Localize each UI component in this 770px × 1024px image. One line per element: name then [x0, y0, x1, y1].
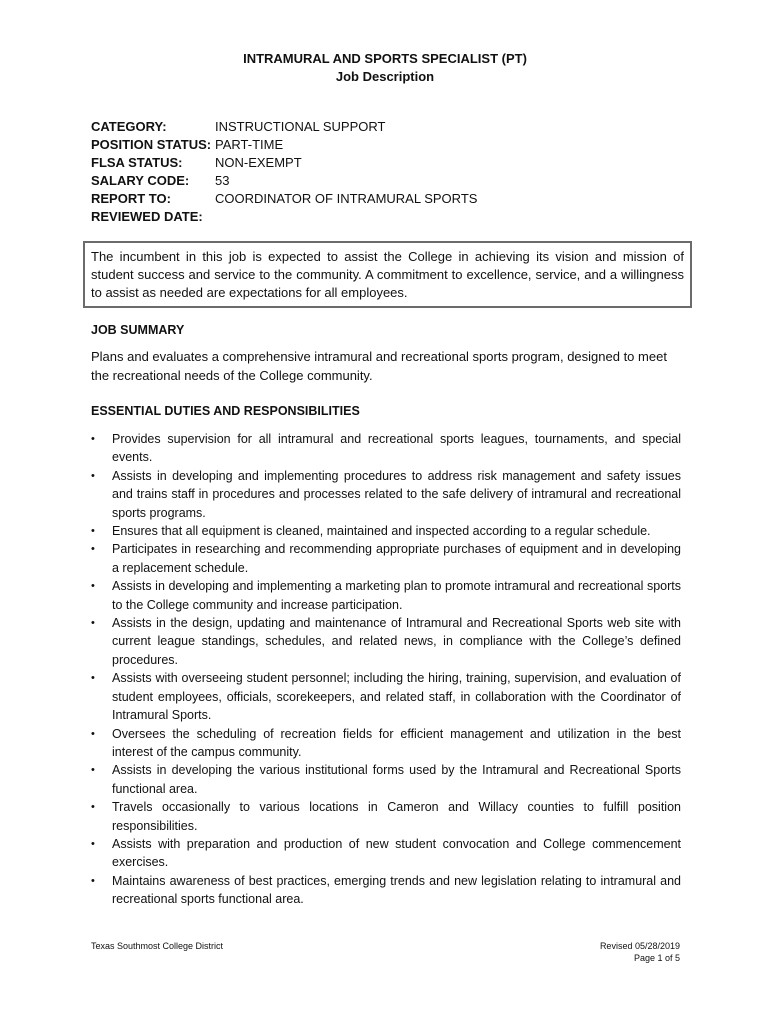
meta-value: 53	[215, 173, 230, 188]
footer-organization: Texas Southmost College District	[91, 941, 224, 951]
bullet-icon: •	[91, 617, 95, 630]
meta-label: REPORT TO:	[91, 191, 171, 206]
list-item	[91, 522, 681, 540]
meta-row-salary-code	[91, 172, 477, 190]
meta-value: PART-TIME	[215, 137, 284, 152]
list-item	[91, 430, 681, 467]
bullet-icon: •	[91, 469, 95, 482]
document-title: INTRAMURAL AND SPORTS SPECIALIST (PT)	[243, 51, 527, 66]
bullet-icon: •	[91, 874, 95, 887]
bullet-icon: •	[91, 543, 95, 556]
bullet-icon: •	[91, 525, 95, 538]
bullet-icon: •	[91, 672, 95, 685]
meta-row-position-status	[91, 136, 477, 154]
page-number: Page 1 of 5	[633, 953, 680, 963]
meta-label: REVIEWED DATE:	[91, 209, 203, 224]
duty-text: Assists in developing the various institutional forms used by the Intramural and Recreational Sports functional area.	[112, 763, 681, 796]
bullet-icon: •	[91, 580, 95, 593]
job-summary-text: Plans and evaluates a comprehensive intramural and recreational sports program, designed to meet the recreational needs of the College community.	[91, 349, 667, 383]
bullet-icon: •	[91, 433, 95, 445]
duty-text: Provides supervision for all intramural and recreational sports leagues, tournaments, and special events.	[112, 432, 681, 465]
bullet-icon: •	[91, 801, 95, 814]
duty-text: Assists with preparation and production of new student convocation and College commencement exercises.	[112, 836, 681, 870]
meta-row-report-to	[91, 190, 477, 208]
list-item	[91, 798, 681, 835]
bullet-icon: •	[91, 727, 95, 740]
meta-label: SALARY CODE:	[91, 173, 190, 188]
list-item	[91, 835, 681, 872]
meta-label: CATEGORY:	[91, 119, 167, 134]
meta-value: INSTRUCTIONAL SUPPORT	[215, 119, 386, 134]
duties-list	[91, 430, 681, 909]
list-item	[91, 577, 681, 614]
duty-text: Assists in developing and implementing a marketing plan to promote intramural and recreational sports to the College community and increase participation.	[112, 579, 681, 612]
list-item	[91, 540, 681, 577]
duty-text: Participates in researching and recommending appropriate purchases of equipment and in developing a replacement schedule.	[112, 542, 681, 575]
duty-text: Ensures that all equipment is cleaned, maintained and inspected according to a regular schedule.	[112, 524, 651, 539]
meta-value: COORDINATOR OF INTRAMURAL SPORTS	[215, 191, 478, 206]
meta-row-flsa-status	[91, 154, 477, 172]
list-item	[91, 467, 681, 522]
list-item	[91, 669, 681, 724]
meta-label: POSITION STATUS:	[91, 137, 212, 152]
job-summary-heading: JOB SUMMARY	[91, 323, 185, 337]
document-subtitle: Job Description	[335, 69, 435, 84]
meta-table	[91, 118, 477, 226]
duty-text: Travels occasionally to various locations in Cameron and Willacy counties to fulfill position responsibilities.	[112, 800, 681, 833]
revised-date: Revised 05/28/2019	[599, 941, 680, 951]
list-item	[91, 872, 681, 909]
document-header	[0, 50, 770, 86]
duty-text: Assists in developing and implementing procedures to address risk management and safety issues and trains staff in procedures and processes related to the safe delivery of intramural and recreational sports programs.	[112, 468, 681, 520]
list-item	[91, 614, 681, 669]
list-item	[91, 761, 681, 798]
meta-label: FLSA STATUS:	[91, 155, 183, 170]
duty-text: Assists with overseeing student personnel; including the hiring, training, supervision, and evaluation of student employees, officials, scorekeepers, and related staff, in collaboration with the Coordinator of Intramural Sports.	[112, 671, 681, 723]
duty-text: Assists in the design, updating and maintenance of Intramural and Recreational Sports web site with current league standings, schedules, and related news, in compliance with the College’s defined procedures.	[112, 616, 681, 667]
bullet-icon: •	[91, 764, 95, 777]
meta-row-category	[91, 118, 477, 136]
footer-revision	[600, 940, 680, 964]
vision-statement-box: The incumbent in this job is expected to assist the College in achieving its vision and mission of student success and service to the community. A commitment to excellence, service, and a willingness to assist as needed are expectations for all employees.	[83, 241, 692, 308]
meta-value: NON-EXEMPT	[215, 155, 302, 170]
meta-row-reviewed-date	[91, 208, 477, 226]
list-item	[91, 725, 681, 762]
bullet-icon: •	[91, 837, 95, 850]
duty-text: Oversees the scheduling of recreation fields for efficient management and utilization in the best interest of the campus community.	[112, 726, 681, 759]
duty-text: Maintains awareness of best practices, emerging trends and new legislation relating to intramural and recreational sports functional area.	[112, 873, 681, 907]
duties-heading: ESSENTIAL DUTIES AND RESPONSIBILITIES	[91, 404, 360, 418]
